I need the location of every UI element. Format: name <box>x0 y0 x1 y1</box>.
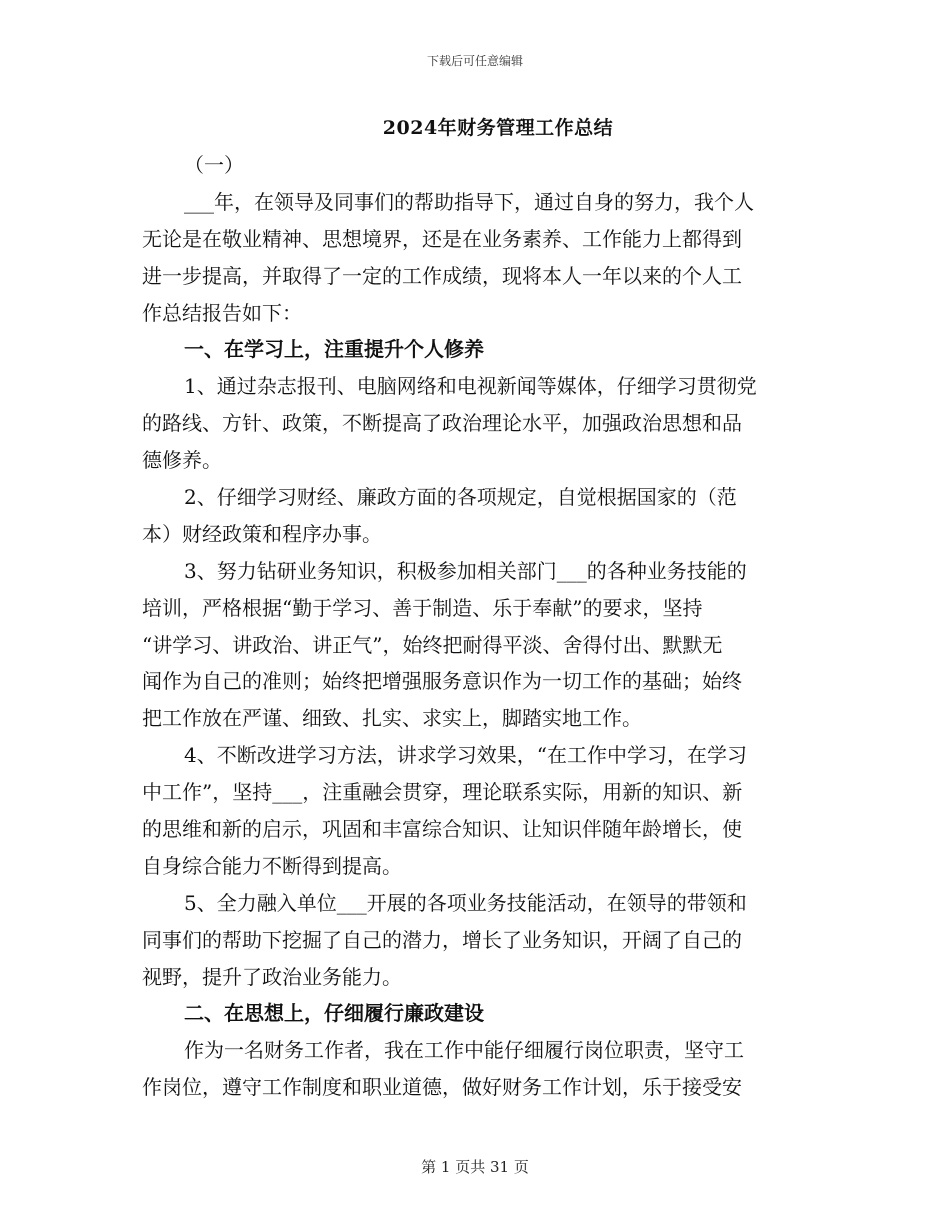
paragraph-line: 的思维和新的启示，巩固和丰富综合知识、让知识伴随年龄增长，使 <box>142 817 742 842</box>
paragraph-line: 2、仔细学习财经、廉政方面的各项规定，自觉根据国家的（范 <box>184 485 737 510</box>
page-header-note: 下载后可任意编辑 <box>426 54 523 68</box>
paragraph-line: 德修养。 <box>142 448 222 473</box>
paragraph-line: 闻作为自己的准则；始终把增强服务意识作为一切工作的基础；始终 <box>142 669 742 694</box>
page-number: 第 1 页共 31 页 <box>421 1158 529 1176</box>
paragraph-line: 培训，严格根据“勤于学习、善于制造、乐于奉献”的要求，坚持 <box>142 595 703 620</box>
paragraph-line: 视野，提升了政治业务能力。 <box>142 964 402 989</box>
paragraph-line: 同事们的帮助下挖掘了自己的潜力，增长了业务知识，开阔了自己的 <box>142 927 742 952</box>
paragraph-line: 5、全力融入单位___开展的各项业务技能活动，在领导的带领和 <box>184 890 747 915</box>
section-marker: （一） <box>184 153 244 177</box>
paragraph-line: 自身综合能力不断得到提高。 <box>142 853 402 878</box>
paragraph-line: 无论是在敬业精神、思想境界，还是在业务素养、工作能力上都得到 <box>142 226 742 251</box>
paragraph-line: 作岗位，遵守工作制度和职业道德，做好财务工作计划，乐于接受安 <box>142 1075 742 1100</box>
paragraph-line: 作为一名财务工作者，我在工作中能仔细履行岗位职责，坚守工 <box>184 1038 744 1063</box>
document-body <box>142 147 810 1106</box>
paragraph-line: 4、不断改进学习方法，讲求学习效果，“在工作中学习，在学习 <box>184 743 747 768</box>
paragraph-line: 作总结报告如下： <box>142 300 302 325</box>
paragraph-line: ___年，在领导及同事们的帮助指导下，通过自身的努力，我个人 <box>184 189 754 214</box>
paragraph-line: 3、努力钻研业务知识，积极参加相关部门___的各种业务技能的 <box>184 558 747 583</box>
paragraph-line: 1、通过杂志报刊、电脑网络和电视新闻等媒体，仔细学习贯彻党 <box>184 374 757 399</box>
paragraph-line: 的路线、方针、政策，不断提高了政治理论水平，加强政治思想和品 <box>142 411 742 436</box>
paragraph-line: 本）财经政策和程序办事。 <box>142 521 382 546</box>
paragraph-line: 进一步提高，并取得了一定的工作成绩，现将本人一年以来的个人工 <box>142 263 742 288</box>
section-heading: 二、在思想上，仔细履行廉政建设 <box>184 1001 484 1026</box>
paragraph-line: 把工作放在严谨、细致、扎实、求实上，脚踏实地工作。 <box>142 706 642 731</box>
section-heading: 一、在学习上，注重提升个人修养 <box>184 337 484 362</box>
paragraph-line: 中工作”，坚持___，注重融会贯穿，理论联系实际，用新的知识、新 <box>142 780 743 805</box>
paragraph-line: “讲学习、讲政治、讲正气”，始终把耐得平淡、舍得付出、默默无 <box>142 632 723 657</box>
document-title: 2024年财务管理工作总结 <box>382 117 614 139</box>
